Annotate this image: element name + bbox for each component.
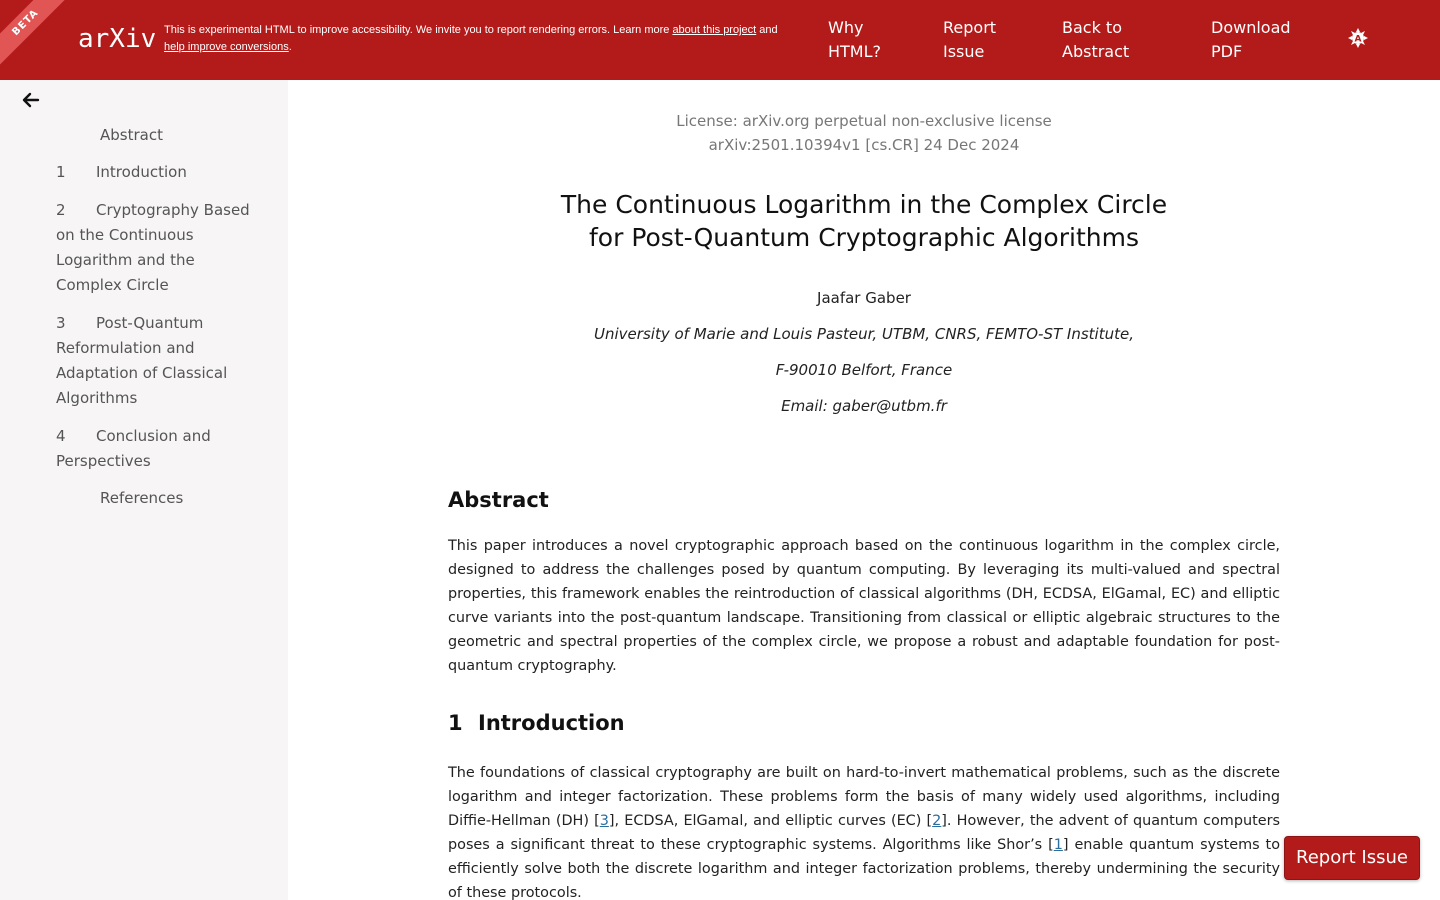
affiliation-line-2: F-90010 Belfort, France [775, 361, 953, 379]
nav-report-issue[interactable]: Report Issue [943, 18, 997, 61]
toc-number: 3 [56, 314, 66, 332]
toc-label: Introduction [96, 163, 187, 181]
toc-number: 2 [56, 201, 66, 219]
toc-item-references[interactable] [100, 486, 300, 511]
theme-toggle-icon[interactable] [1348, 28, 1368, 48]
intro-text-3: ]. However, the advent of quantum computers poses a significant threat to these cryptographic systems. Algorithms like Shor’s [ [448, 813, 1280, 853]
toc-item-cryptography[interactable] [56, 198, 256, 298]
toc-label: Conclusion and Perspectives [56, 427, 211, 470]
collapse-arrow-icon[interactable] [20, 90, 42, 110]
author-name: Jaafar Gaber [817, 289, 911, 307]
toc-label: Post-Quantum Reformulation and Adaptation of Classical Algorithms [56, 314, 228, 407]
about-project-link[interactable]: about this project [672, 24, 757, 36]
top-banner [0, 0, 1440, 80]
toc-number: 4 [56, 427, 66, 445]
author-email: Email: gaber@utbm.fr [781, 397, 947, 415]
paper-content [288, 80, 1440, 900]
nav-back-to-abstract[interactable]: Back to Abstract [1062, 18, 1130, 61]
toc-item-introduction[interactable] [56, 160, 256, 185]
notice-end: . [288, 41, 292, 53]
report-issue-button[interactable]: Report Issue [1284, 836, 1420, 880]
arxiv-id-line: arXiv:2501.10394v1 [cs.CR] 24 Dec 2024 [708, 136, 1020, 154]
intro-text-1: The foundations of classical cryptography are built on hard-to-invert mathematical problems, such as the discrete logarithm and integer factorization. These problems form the basis of many widely used algorithms, including Diffie-Hellman (DH) [ [448, 765, 1280, 829]
toc-item-abstract[interactable] [100, 123, 300, 148]
beta-ribbon: BETA [0, 0, 76, 73]
intro-text-4: ] enable quantum systems to efficiently solve both the discrete logarithm and integer factorization problems, thereby undermining the security of these protocols. [448, 837, 1280, 900]
citation-link[interactable]: 2 [932, 813, 942, 829]
paper-title: The Continuous Logarithm in the Complex Circle for Post-Quantum Cryptographic Algorithms [560, 190, 1168, 252]
nav-download-pdf[interactable]: Download PDF [1211, 18, 1291, 61]
help-conversions-link[interactable]: help improve conversions [164, 41, 289, 53]
toc-item-conclusion[interactable] [56, 424, 256, 474]
toc-label: Cryptography Based on the Continuous Logarithm and the Complex Circle [56, 201, 250, 294]
toc-number: 1 [56, 163, 66, 181]
abstract-heading: Abstract [448, 488, 549, 512]
section-number: 1 [448, 711, 463, 735]
experimental-notice [164, 22, 814, 56]
citation-link[interactable]: 1 [1053, 837, 1063, 853]
toc-sidebar [0, 80, 288, 900]
toc-item-post-quantum[interactable] [56, 311, 256, 411]
introduction-paragraph [448, 761, 1280, 900]
nav-why-html[interactable]: Why HTML? [828, 18, 882, 61]
notice-and: and [756, 24, 778, 36]
toc-label: References [100, 489, 184, 507]
notice-text: This is experimental HTML to improve accessibility. We invite you to report rendering errors. Learn more [164, 24, 673, 36]
intro-text-2: ], ECDSA, ElGamal, and elliptic curves (EC) [ [608, 813, 933, 829]
license-line: License: arXiv.org perpetual non-exclusive license [676, 112, 1052, 130]
introduction-heading [448, 711, 625, 735]
abstract-paragraph: This paper introduces a novel cryptographic approach based on the continuous logarithm in the complex circle, designed to address the challenges posed by quantum computing. By leveraging its multi-valued and spectral properties, this framework enables the reintroduction of classical algorithms (DH, ECDSA, ElGamal, EC) and elliptic curve variants into the post-quantum landscape. Transitioning from classical or elliptic algebraic structures to the geometric and spectral properties of the complex circle, we propose a robust and adaptable foundation for post-quantum cryptography. [448, 538, 1280, 674]
toc-label: Abstract [100, 126, 163, 144]
arxiv-logo[interactable]: arXiv [78, 24, 157, 54]
svg-text:A: A [1354, 34, 1362, 45]
section-title: Introduction [478, 711, 625, 735]
affiliation-line-1: University of Marie and Louis Pasteur, UTBM, CNRS, FEMTO-ST Institute, [594, 325, 1134, 343]
citation-link[interactable]: 3 [599, 813, 609, 829]
